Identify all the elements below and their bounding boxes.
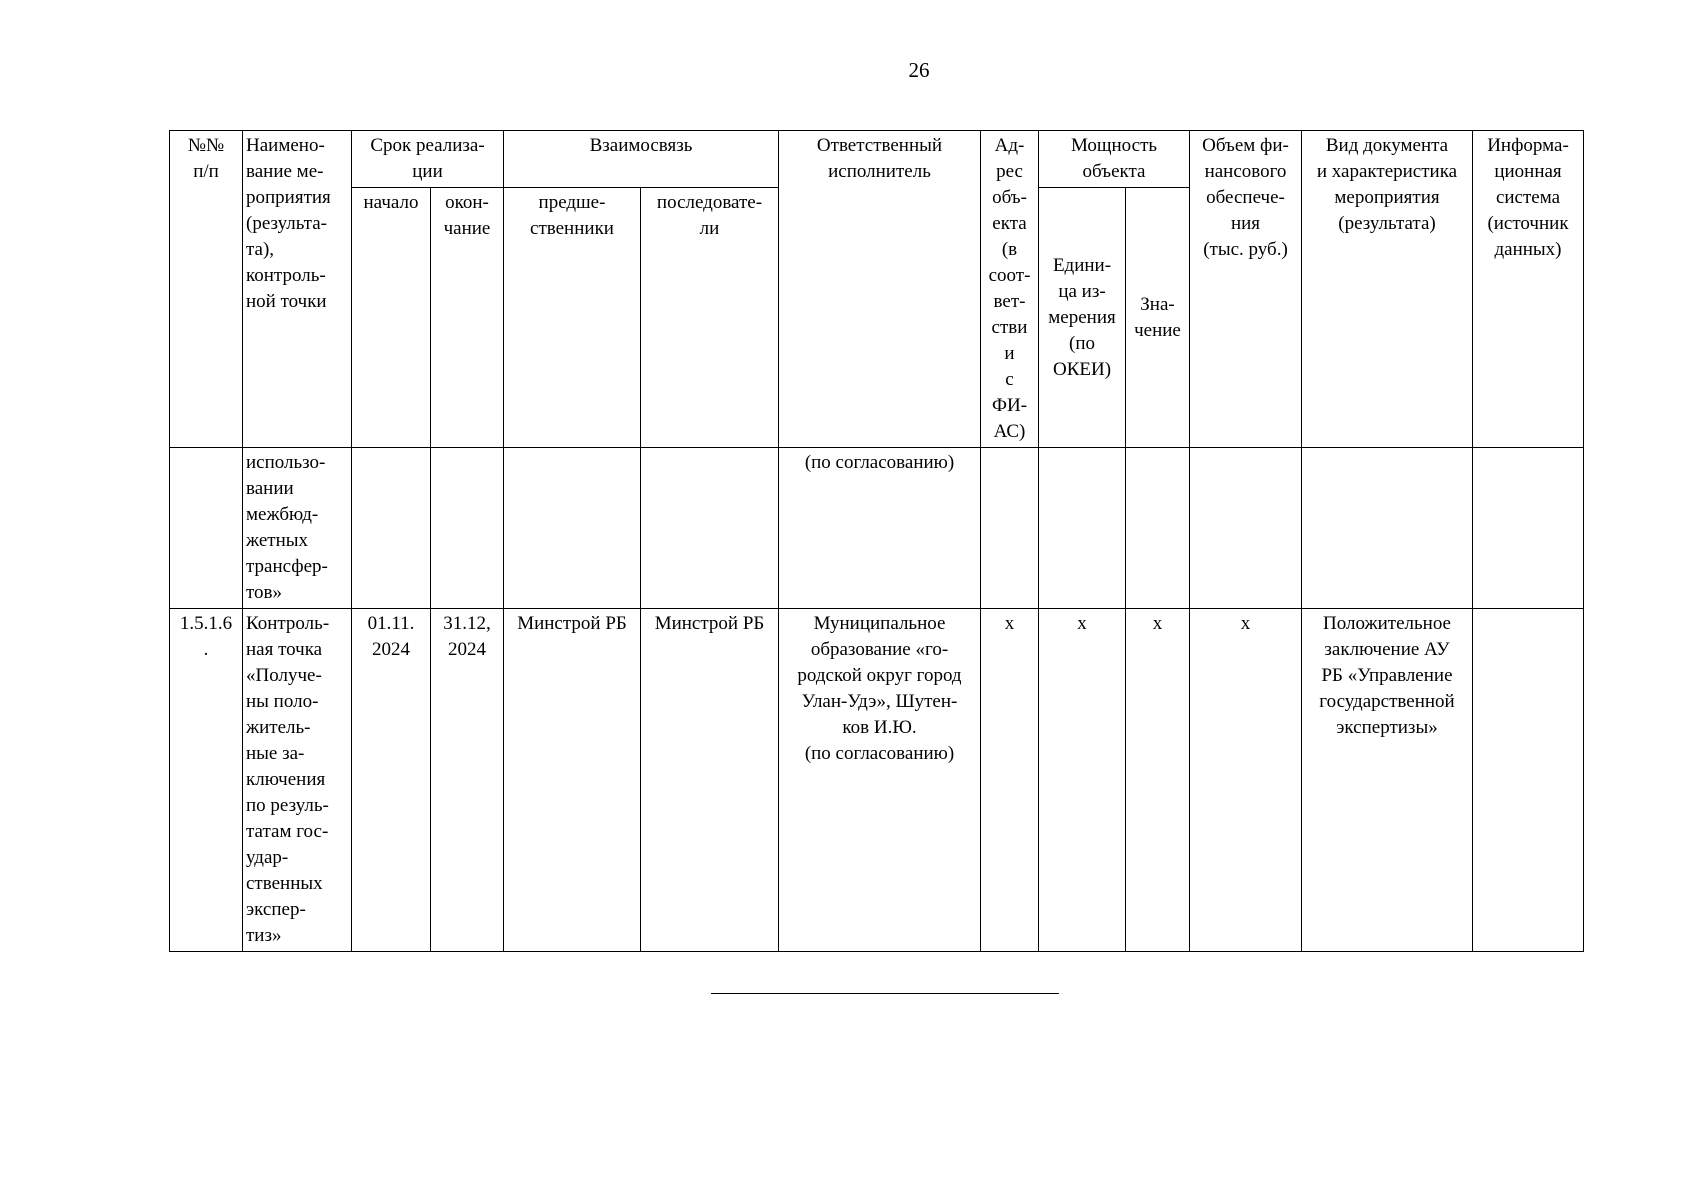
- row-name: использо- вании межбюд- жетных трансфер- тов»: [243, 448, 352, 609]
- row-cap-value: [1126, 448, 1190, 609]
- row-cap-unit: [1039, 448, 1126, 609]
- header-link-prev: предше- ственники: [504, 188, 641, 448]
- header-name: Наимено- вание ме- роприятия (результа- та), контроль- ной точки: [243, 131, 352, 448]
- header-doc-type: Вид документа и характеристика мероприятия (результата): [1302, 131, 1473, 448]
- header-capacity: Мощность объекта: [1039, 131, 1190, 188]
- row-info-system: [1473, 448, 1584, 609]
- header-term-start: начало: [352, 188, 431, 448]
- row-doc-type: Положительное заключение АУ РБ «Управление государственной экспертизы»: [1302, 609, 1473, 952]
- plan-table: [169, 130, 1584, 952]
- row-end: [431, 448, 504, 609]
- row-address: х: [981, 609, 1039, 952]
- row-end: 31.12, 2024: [431, 609, 504, 952]
- row-doc-type: [1302, 448, 1473, 609]
- plan-table-container: [169, 130, 1584, 952]
- header-address: Ад- рес объ- екта (в соот- вет- стви и с ФИ- АС): [981, 131, 1039, 448]
- header-cap-unit: Едини- ца из- мерения (по ОКЕИ): [1039, 188, 1126, 448]
- header-cap-value: Зна- чение: [1126, 188, 1190, 448]
- page-number: 26: [908, 58, 930, 82]
- row-cap-value: х: [1126, 609, 1190, 952]
- row-next: Минстрой РБ: [641, 609, 779, 952]
- header-info-system: Информа- ционная система (источник данных): [1473, 131, 1584, 448]
- header-link-next: последовате- ли: [641, 188, 779, 448]
- row-start: [352, 448, 431, 609]
- row-num: [170, 448, 243, 609]
- row-finance: [1190, 448, 1302, 609]
- row-responsible: (по согласованию): [779, 448, 981, 609]
- row-cap-unit: х: [1039, 609, 1126, 952]
- header-link: Взаимосвязь: [504, 131, 779, 188]
- header-responsible: Ответственный исполнитель: [779, 131, 981, 448]
- row-prev: Минстрой РБ: [504, 609, 641, 952]
- table-row: [170, 448, 1584, 609]
- header-row-1: [170, 131, 1584, 188]
- row-name: Контроль- ная точка «Получе- ны поло- житель- ные за- ключения по резуль- татам гос- удар- ственных экспер- тиз»: [243, 609, 352, 952]
- header-term: Срок реализа- ции: [352, 131, 504, 188]
- row-finance: х: [1190, 609, 1302, 952]
- row-address: [981, 448, 1039, 609]
- header-term-end: окон- чание: [431, 188, 504, 448]
- row-num: 1.5.1.6 .: [170, 609, 243, 952]
- table-row: [170, 609, 1584, 952]
- row-responsible: Муниципальное образование «го- родской округ город Улан-Удэ», Шутен- ков И.Ю. (по согласованию): [779, 609, 981, 952]
- row-info-system: [1473, 609, 1584, 952]
- footer-divider: [711, 993, 1059, 994]
- header-num: №№ п/п: [170, 131, 243, 448]
- row-next: [641, 448, 779, 609]
- header-finance: Объем фи- нансового обеспече- ния (тыс. руб.): [1190, 131, 1302, 448]
- row-prev: [504, 448, 641, 609]
- row-start: 01.11. 2024: [352, 609, 431, 952]
